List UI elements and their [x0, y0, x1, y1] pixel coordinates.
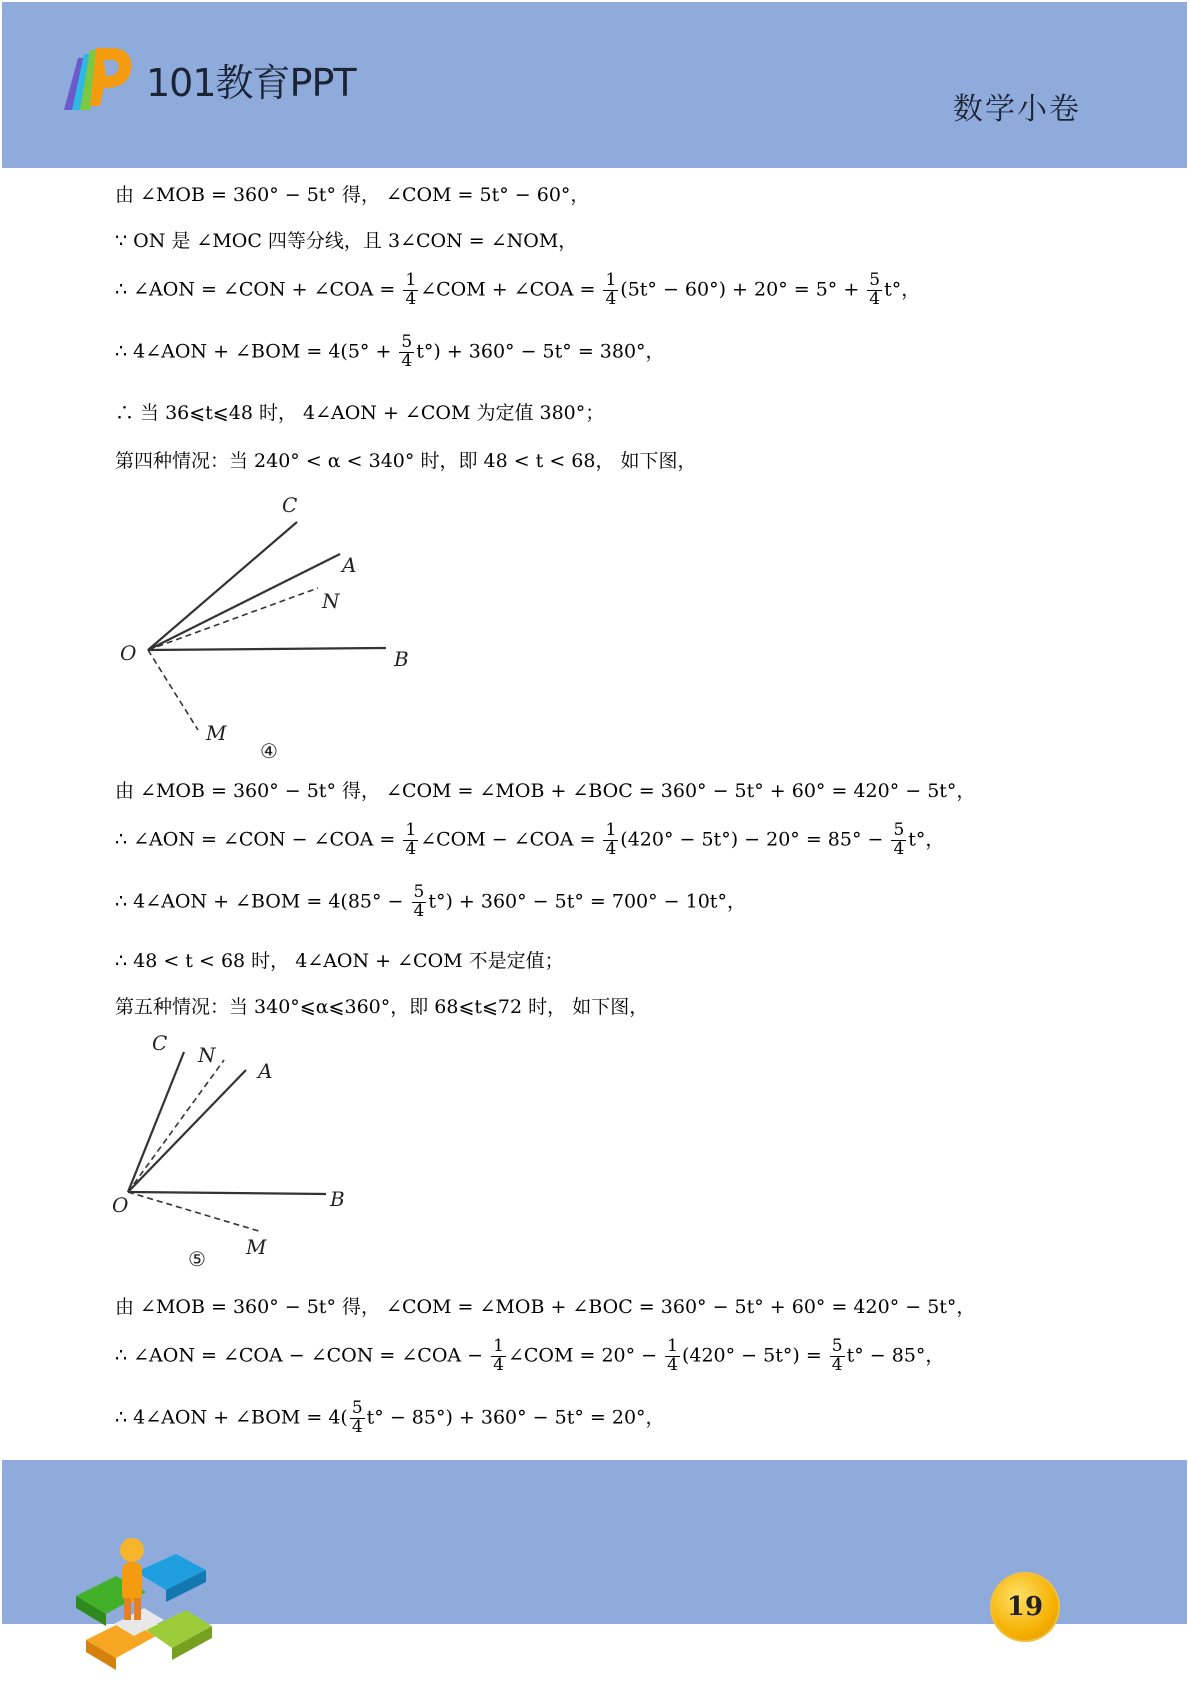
fraction	[399, 334, 414, 371]
fraction	[603, 272, 618, 309]
numerator: 1	[493, 1336, 504, 1356]
point-label: C	[152, 1031, 168, 1055]
denominator: 4	[893, 838, 905, 859]
equation-line	[115, 1400, 665, 1437]
denominator: 4	[405, 288, 417, 309]
eq-text: ∴ ∠AON = ∠CON + ∠COA =	[115, 278, 402, 301]
point-label: C	[282, 493, 298, 517]
equation-line	[115, 884, 746, 921]
equation-line	[115, 334, 665, 371]
fraction	[830, 1338, 845, 1375]
eq-text: t°) + 360° − 5t° = 380°，	[416, 340, 665, 363]
point-label: O	[120, 641, 137, 665]
eq-text: ∴ ∠AON = ∠COA − ∠CON = ∠COA −	[115, 1344, 490, 1367]
text-line: 由 ∠MOB = 360° − 5t° 得， ∠COM = 5t° − 60°，	[115, 184, 590, 206]
eq-text: ∠COM − ∠COA =	[420, 828, 602, 851]
denominator: 4	[605, 288, 617, 309]
eq-text: t° − 85°) + 360° − 5t° = 20°，	[366, 1406, 665, 1429]
denominator: 4	[413, 900, 425, 921]
text-line: 由 ∠MOB = 360° − 5t° 得， ∠COM = ∠MOB + ∠BOC = 360° − 5t° + 60° = 420° − 5t°，	[115, 780, 976, 802]
numerator: 5	[831, 1336, 843, 1356]
numerator: 5	[893, 820, 905, 840]
point-label: O	[112, 1193, 129, 1217]
eq-text: ∠COM + ∠COA =	[420, 278, 602, 301]
text-line: 第四种情况：当 240° < α < 340° 时，即 48 < t < 68， 如下图，	[115, 450, 697, 472]
figure-5	[112, 1025, 395, 1275]
fraction	[491, 1338, 506, 1375]
figure-number: ⑤	[188, 1247, 206, 1271]
numerator: 1	[405, 820, 417, 840]
eq-text: ∴ 4∠AON + ∠BOM = 4(	[115, 1406, 348, 1429]
numerator: 5	[351, 1398, 363, 1418]
point-label: N	[198, 1043, 216, 1067]
fraction	[403, 272, 418, 309]
denominator: 4	[605, 838, 617, 859]
figure-number: ④	[260, 739, 278, 763]
eq-text: ∴ 4∠AON + ∠BOM = 4(85° −	[115, 890, 410, 913]
eq-text: ∴ ∠AON = ∠CON − ∠COA =	[115, 828, 402, 851]
denominator: 4	[401, 350, 413, 371]
point-label: M	[206, 721, 227, 745]
fraction	[665, 1338, 680, 1375]
numerator: 5	[413, 882, 425, 902]
mascot-blocks-icon	[66, 1536, 216, 1684]
numerator: 1	[605, 270, 617, 290]
fraction	[412, 884, 427, 921]
eq-text: (420° − 5t°) =	[681, 1344, 828, 1367]
eq-text: t°，	[908, 828, 945, 851]
fraction	[403, 822, 418, 859]
point-label: M	[246, 1235, 267, 1259]
point-label: N	[322, 589, 340, 613]
eq-text: ∠COM = 20° −	[507, 1344, 664, 1367]
eq-text: t° − 85°，	[846, 1344, 945, 1367]
text-line: 第五种情况：当 340°⩽α⩽360°，即 68⩽t⩽72 时， 如下图，	[115, 996, 649, 1018]
numerator: 1	[667, 1336, 678, 1356]
fraction	[350, 1400, 365, 1437]
point-label: B	[394, 647, 409, 671]
fraction	[867, 272, 882, 309]
denominator: 4	[869, 288, 881, 309]
text-line: ∵ ON 是 ∠MOC 四等分线，且 3∠CON = ∠NOM，	[115, 230, 578, 252]
fraction	[891, 822, 906, 859]
logo-text: 101教育PPT	[146, 61, 356, 105]
eq-text: (5t° − 60°) + 20° = 5° +	[620, 278, 866, 301]
numerator: 5	[869, 270, 881, 290]
text-line: ∴ 当 36⩽t⩽48 时， 4∠AON + ∠COM 为定值 380°；	[115, 402, 605, 424]
denominator: 4	[831, 1354, 843, 1375]
denominator: 4	[667, 1354, 678, 1375]
numerator: 1	[605, 820, 617, 840]
text-line: 由 ∠MOB = 360° − 5t° 得， ∠COM = ∠MOB + ∠BOC = 360° − 5t° + 60° = 420° − 5t°，	[115, 1296, 976, 1318]
point-label: A	[258, 1059, 273, 1083]
denominator: 4	[493, 1354, 504, 1375]
equation-line	[115, 822, 944, 859]
numerator: 5	[401, 332, 413, 352]
numerator: 1	[405, 270, 417, 290]
denominator: 4	[405, 838, 417, 859]
figure-4	[115, 490, 415, 770]
logo-icon	[56, 40, 136, 120]
denominator: 4	[351, 1416, 363, 1437]
header-title: 数学小卷	[953, 92, 1081, 127]
eq-text: (420° − 5t°) − 20° = 85° −	[620, 828, 890, 851]
page-number-badge: 19	[990, 1572, 1060, 1642]
point-label: A	[342, 553, 357, 577]
eq-text: t°，	[884, 278, 921, 301]
point-label: B	[330, 1187, 345, 1211]
eq-text: ∴ 4∠AON + ∠BOM = 4(5° +	[115, 340, 398, 363]
text-line: ∴ 48 < t < 68 时， 4∠AON + ∠COM 不是定值；	[115, 950, 564, 972]
eq-text: t°) + 360° − 5t° = 700° − 10t°，	[428, 890, 746, 913]
equation-line	[115, 272, 920, 309]
equation-line	[115, 1338, 944, 1375]
fraction	[603, 822, 618, 859]
